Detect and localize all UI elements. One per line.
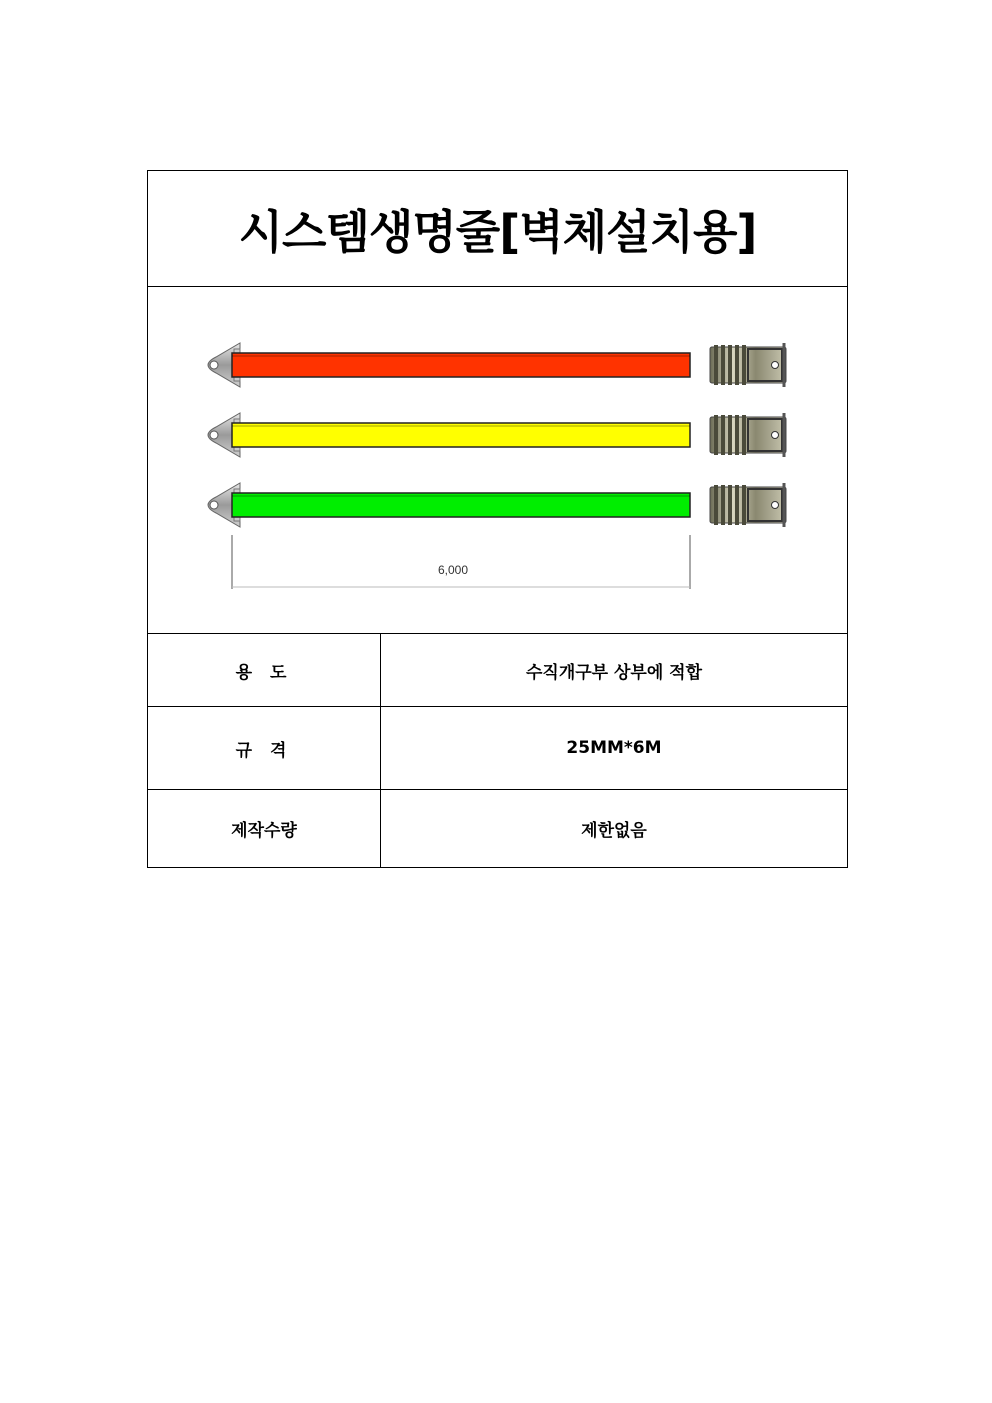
spec-label: 규 격 [148,707,381,789]
page-title: 시스템생명줄[벽체설치용] [238,204,757,259]
yellow-strap [208,413,786,457]
title-row [148,171,847,287]
spec-label: 제작수량 [148,790,381,867]
spec-row-size [148,707,847,790]
dimension-line [232,535,690,589]
spec-row-usage [148,634,847,707]
ratchet-buckle-icon [710,413,786,457]
spec-row-quantity [148,790,847,867]
product-image-area [148,287,847,634]
green-strap [208,483,786,527]
webbing [232,493,690,517]
ratchet-buckle-icon [710,343,786,387]
spec-value: 25MM*6M [566,738,662,758]
webbing [232,353,690,377]
red-strap [208,343,786,387]
spec-label: 용 도 [148,634,381,706]
dimension-label: 6,000 [437,563,469,577]
spec-value: 수직개구부 상부에 적합 [525,662,703,683]
webbing [232,423,690,447]
spec-table [147,170,848,868]
ratchet-buckle-icon [710,483,786,527]
spec-value: 제한없음 [581,821,647,841]
lifeline-diagram [148,287,847,633]
